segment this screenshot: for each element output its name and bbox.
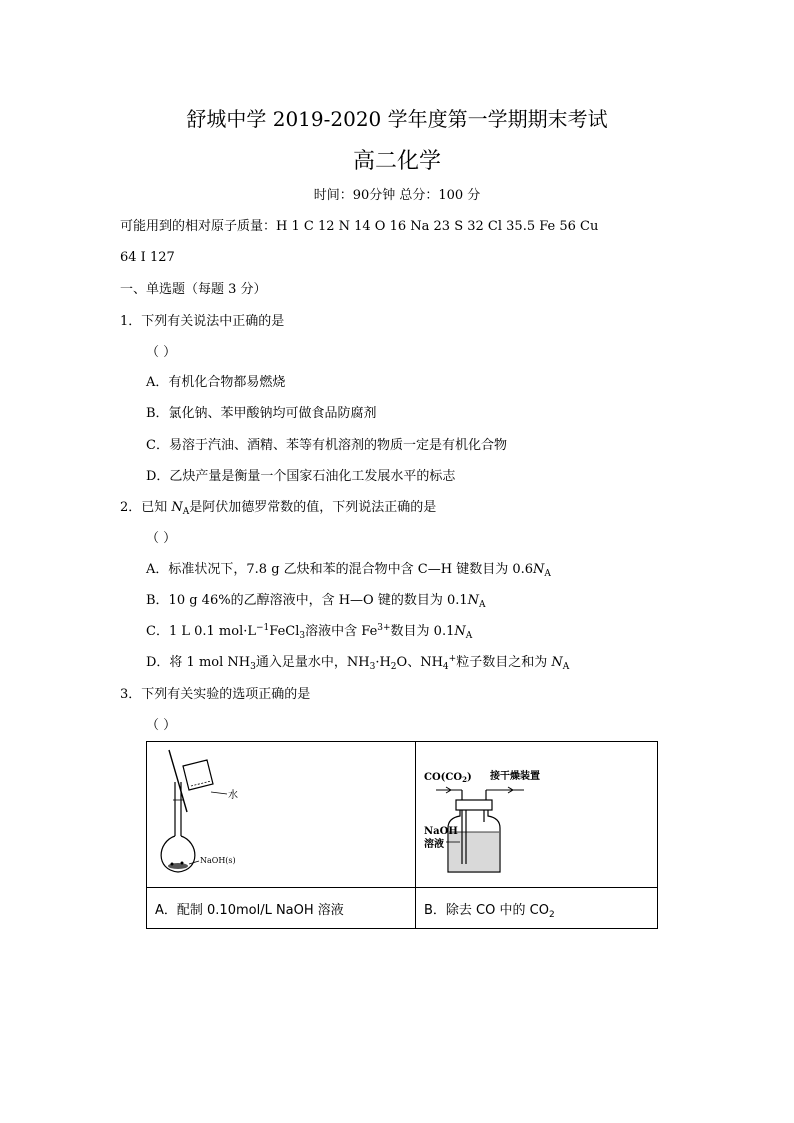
q1-stem: 1．下列有关说法中正确的是 [120, 314, 285, 329]
q2-option-d: D．将 1 mol $NH_3$通入足量水中，$NH_3\cdot H_2O$、$NH_4^+$粒子数目之和为 $N_A$ [146, 654, 570, 672]
section-title: 一、单选题（每题 3 分） [120, 282, 267, 297]
q3-blank: （ ） [146, 718, 177, 733]
q2-stem: 2．已知 $N_A$是阿伏加德罗常数的值，下列说法正确的是 [120, 500, 437, 517]
q3-figure-b-cell [416, 742, 658, 888]
q1-option-a: A．有机化合物都易燃烧 [146, 375, 286, 390]
q2-option-b: B．10 g 46%的乙醇溶液中，含 H—O 键的数目为 $0.1N_A$ [146, 593, 486, 610]
dryer-label: 接干燥装置 [490, 771, 540, 782]
q2-option-a: A．标准状况下，7.8 g 乙炔和苯的混合物中含 C—H 键数目为 $0.6N_A$ [146, 562, 551, 579]
exam-title: 舒城中学 2019-2020 学年度第一学期期末考试 [186, 107, 608, 131]
q1-blank: （ ） [146, 345, 177, 360]
co-inlet-label: $CO(CO_2)$ [424, 772, 472, 784]
subject-title: 高二化学 [352, 149, 441, 174]
q3-stem: 3．下列有关实验的选项正确的是 [120, 687, 311, 702]
gas-washing-bottle-figure [416, 742, 657, 883]
exam-meta: 时间：90分钟 总分：100 分 [313, 188, 481, 203]
solution-label: 溶液 [424, 839, 444, 850]
q3-figure-a-cell [147, 742, 416, 888]
atomic-masses-line2: 64 I 127 [120, 250, 175, 265]
atomic-masses-line1: 可能用到的相对原子质量：H 1 C 12 N 14 O 16 Na 23 S 32 Cl 35.5 Fe 56 Cu [120, 219, 599, 234]
q3-experiment-table [146, 741, 658, 929]
water-label: 水 [228, 790, 238, 801]
q2-option-c: C．1 L 0.1 $mol\cdot L^{-1}FeCl_3$溶液中含 $Fe^{3+}$数目为 $0.1N_A$ [146, 623, 473, 641]
q3-caption-b: B．除去 CO 中的 $CO_2$ [416, 888, 658, 929]
q2-blank: （ ） [146, 531, 177, 546]
q3-caption-a: A．配制 0.10mol/L NaOH 溶液 [147, 888, 416, 929]
naoh-label: NaOH [424, 826, 458, 837]
q1-option-b: B．氯化钠、苯甲酸钠均可做食品防腐剂 [146, 406, 377, 421]
q1-option-d: D．乙炔产量是衡量一个国家石油化工发展水平的标志 [146, 469, 456, 484]
volumetric-flask-figure [147, 742, 415, 883]
naoh-solid-label: NaOH(s) [200, 856, 236, 865]
q1-option-c: C．易溶于汽油、酒精、苯等有机溶剂的物质一定是有机化合物 [146, 438, 507, 453]
